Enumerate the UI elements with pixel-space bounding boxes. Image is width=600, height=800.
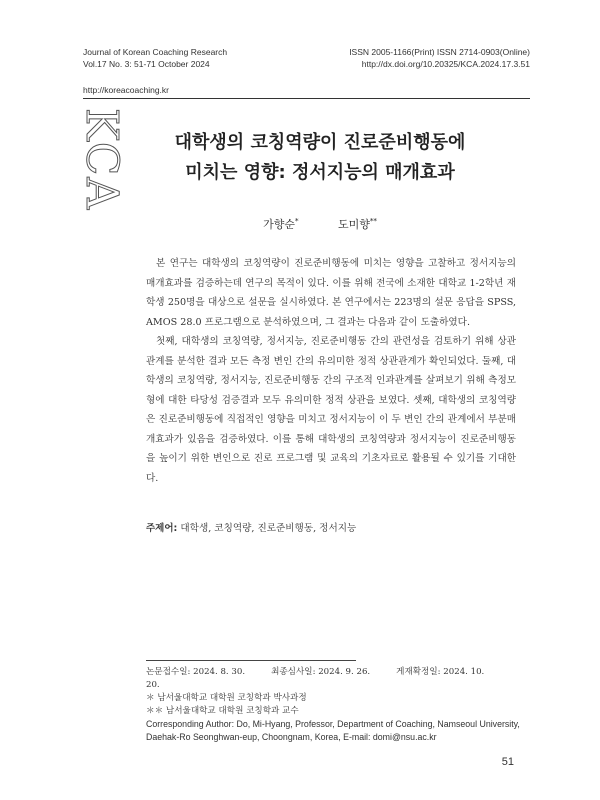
author-2-mark: **	[369, 217, 377, 226]
footnote-rule	[146, 660, 356, 661]
author-1	[263, 218, 298, 231]
issn: ISSN 2005-1166(Print) ISSN 2714-0903(Online)	[349, 47, 530, 57]
page-number: 51	[501, 756, 514, 768]
footnote-2: ＊＊ 남서울대학교 대학원 코칭학과 교수	[146, 706, 299, 716]
kca-logo-text: KCA	[76, 108, 127, 212]
footnotes	[146, 666, 526, 744]
authors	[150, 216, 490, 232]
footnote-dates	[146, 666, 526, 692]
header-right	[349, 46, 530, 70]
header-left	[83, 46, 227, 70]
header-rule	[83, 98, 530, 99]
paper-title	[140, 128, 500, 188]
keywords	[146, 520, 516, 534]
revised-date: 최종심사일: 2024. 9. 26.	[271, 667, 371, 677]
doi-link[interactable]: http://dx.doi.org/10.20325/KCA.2024.17.3.51	[361, 59, 530, 69]
kca-logo	[74, 108, 128, 218]
author-2	[338, 218, 377, 231]
abstract	[146, 254, 516, 488]
author-1-mark: *	[295, 217, 299, 226]
author-2-name: 도미향	[338, 218, 370, 231]
author-1-name: 가향순	[263, 218, 295, 231]
abstract-paragraph-1: 본 연구는 대학생의 코칭역량이 진로준비행동에 미치는 영향을 고찰하고 정서지능의 매개효과를 검증하는데 연구의 목적이 있다. 이를 위해 전국에 소재한 대학교 1-2학년 재학생 250명을 대상으로 설문을 실시하였다. 본 연구에서는 223명의 설문 응답을 SPSS, AMOS 28.0 프로그램으로 분석하였으며, 그 결과는 다음과 같이 도출하였다.	[146, 258, 516, 328]
volume-info: Vol.17 No. 3: 51-71 October 2024	[83, 59, 210, 69]
accepted-date: 게재확정일: 2024. 10. 20.	[146, 667, 485, 690]
title-line-1: 대학생의 코칭역량이 진로준비행동에	[174, 132, 466, 153]
abstract-paragraph-2: 첫째, 대학생의 코칭역량, 정서지능, 진로준비행동 간의 관련성을 검토하기 위해 상관관계를 분석한 결과 모든 측정 변인 간의 유의미한 정적 상관관계가 확인되었다. 둘째, 대학생의 코칭역량, 정서지능, 진로준비행동 간의 구조적 인과관계를 살펴보기 위해 측정모형에 대한 타당성 검증결과 모두 유의미한 정적 상관을 보였다. 셋째, 대학생의 코칭역량은 진로준비행동에 직접적인 영향을 미치고 정서지능이 이 두 변인 간의 관계에서 부분매개효과가 있음을 검증하였다. 이를 통해 대학생의 코칭역량과 정서지능이 진로준비행동을 높이기 위한 변인으로 진로 프로그램 및 교육의 기초자료로 활용될 수 있기를 기대한다.	[146, 336, 516, 484]
journal-name: Journal of Korean Coaching Research	[83, 47, 228, 57]
journal-url[interactable]: http://koreacoaching.kr	[83, 85, 169, 95]
keywords-text: 대학생, 코칭역량, 진로준비행동, 정서지능	[180, 523, 357, 534]
received-date: 논문접수일: 2024. 8. 30.	[146, 667, 246, 677]
footnote-1: ＊ 남서울대학교 대학원 코칭학과 박사과정	[146, 693, 307, 703]
title-line-2: 미치는 영향: 정서지능의 매개효과	[185, 162, 455, 183]
corresponding-author: Corresponding Author: Do, Mi-Hyang, Professor, Department of Coaching, Namseoul University, Daehak-Ro Seonghwan-eup, Choongnam, Korea, E-mail: domi@nsu.ac.kr	[146, 719, 520, 742]
keywords-label: 주제어:	[146, 523, 178, 534]
